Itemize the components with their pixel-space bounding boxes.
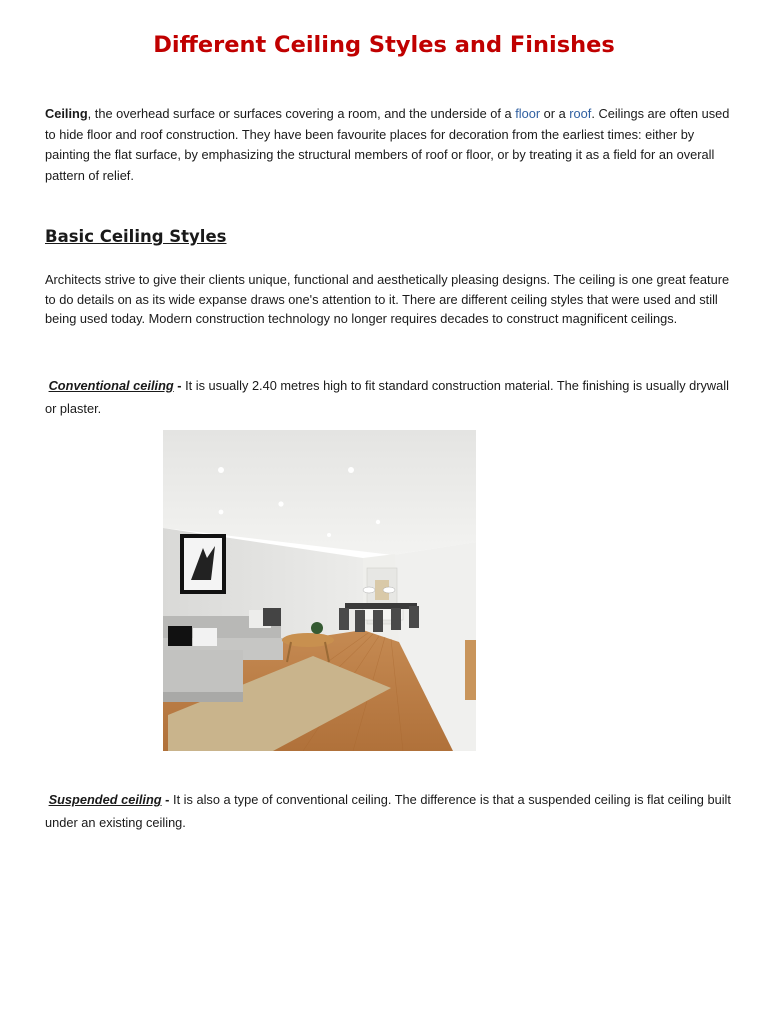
section-heading: Basic Ceiling Styles bbox=[45, 227, 227, 246]
suspended-ceiling-paragraph bbox=[45, 789, 735, 834]
page-title: Different Ceiling Styles and Finishes bbox=[153, 32, 615, 58]
intro-lead-term: Ceiling bbox=[45, 106, 88, 121]
intro-text-2: or a bbox=[540, 106, 570, 121]
intro-text-1: , the overhead surface or surfaces covering a room, and the underside of a bbox=[87, 106, 516, 121]
suspended-ceiling-term: Suspended ceiling bbox=[48, 792, 162, 807]
suspended-dash: - bbox=[161, 792, 170, 807]
conventional-ceiling-term: Conventional ceiling bbox=[48, 378, 174, 393]
floor-link[interactable]: floor bbox=[515, 106, 541, 121]
conventional-ceiling-paragraph bbox=[45, 375, 735, 420]
conventional-description: It is usually 2.40 metres high to fit standard construction material. The finishing is usually drywall or plaster. bbox=[45, 378, 729, 416]
conventional-dash: - bbox=[173, 378, 182, 393]
living-room-photo bbox=[163, 430, 476, 751]
section-paragraph: Architects strive to give their clients unique, functional and aesthetically pleasing designs. The ceiling is one great feature to do details on as its wide expanse draws one's attention to it. There are different ceiling styles that were used and still being used today. Modern construction technology no longer requires decades to construct magnificent ceilings. bbox=[45, 272, 730, 326]
roof-link[interactable]: roof bbox=[569, 106, 592, 121]
intro-text-3: . Ceilings are often used to hide floor and roof construction. They have been favourite places for decoration from the earliest times: either by painting the flat surface, by emphasizing the structural members of roof or floor, or by treating it as a field for an overall pattern of relief. bbox=[45, 106, 730, 183]
suspended-description: It is also a type of conventional ceiling. The difference is that a suspended ceiling is flat ceiling built under an existing ceiling. bbox=[45, 792, 731, 830]
intro-paragraph bbox=[45, 104, 735, 186]
